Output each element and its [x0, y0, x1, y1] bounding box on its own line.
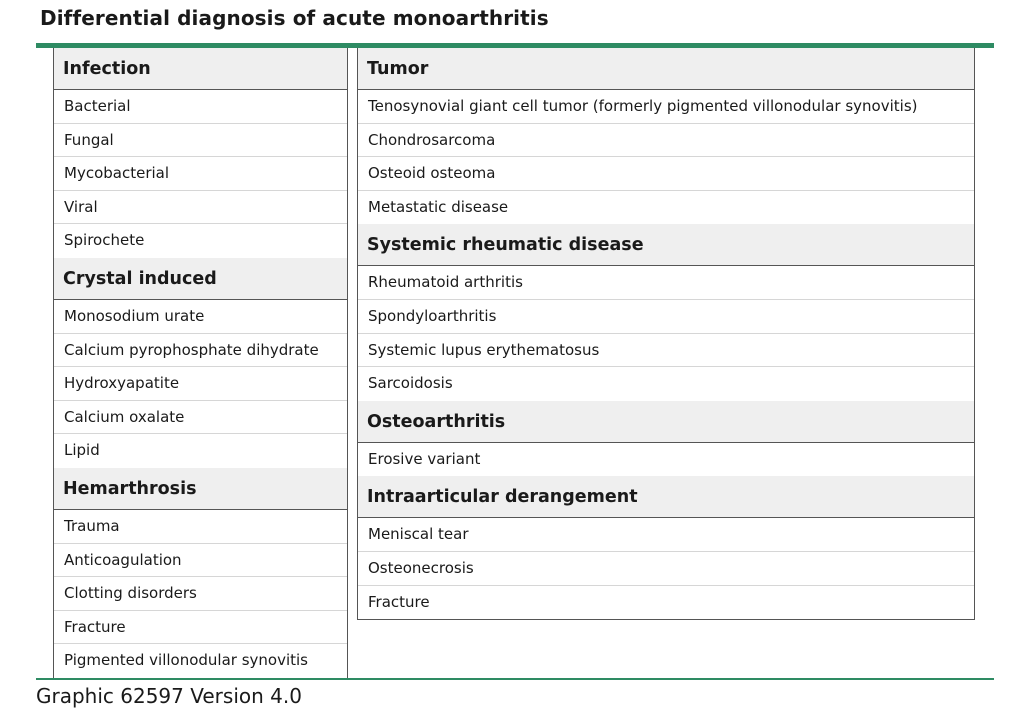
list-item: Metastatic disease	[368, 197, 509, 216]
list-item: Spirochete	[64, 231, 145, 250]
list-item: Mycobacterial	[54, 157, 347, 191]
list-item: Fungal	[54, 124, 347, 158]
page-title: Differential diagnosis of acute monoarthritis	[40, 6, 549, 30]
list-item: Osteonecrosis	[358, 552, 974, 586]
list-item: Rheumatoid arthritis	[358, 266, 974, 300]
list-item: Meniscal tear	[358, 518, 974, 552]
list-item: Bacterial	[54, 90, 347, 124]
list-item: Clotting disorders	[54, 577, 347, 611]
section-heading-crystal-induced: Crystal induced	[54, 258, 347, 300]
list-item: Fracture	[54, 611, 347, 645]
list-item: Lipid	[64, 441, 100, 460]
list-item: Chondrosarcoma	[358, 124, 974, 158]
section-heading-osteoarthritis: Osteoarthritis	[358, 401, 974, 443]
list-item: Systemic lupus erythematosus	[358, 334, 974, 368]
list-item: Calcium pyrophosphate dihydrate	[54, 334, 347, 368]
section-heading-infection: Infection	[54, 48, 347, 90]
section-heading-systemic-rheumatic-disease: Systemic rheumatic disease	[358, 224, 974, 266]
list-item: Calcium oxalate	[54, 401, 347, 435]
right-column	[357, 48, 975, 620]
list-item: Trauma	[54, 510, 347, 544]
list-item: Spondyloarthritis	[358, 300, 974, 334]
graphic-version-caption: Graphic 62597 Version 4.0	[36, 684, 302, 708]
list-item: Viral	[54, 191, 347, 225]
bottom-divider	[36, 678, 994, 680]
section-heading-intraarticular-derangement: Intraarticular derangement	[358, 476, 974, 518]
list-item: Fracture	[368, 592, 430, 611]
list-item: Osteoid osteoma	[358, 157, 974, 191]
list-item: Anticoagulation	[54, 544, 347, 578]
list-item: Tenosynovial giant cell tumor (formerly pigmented villonodular synovitis)	[358, 90, 974, 124]
section-heading-hemarthrosis: Hemarthrosis	[54, 468, 347, 510]
list-item: Monosodium urate	[54, 300, 347, 334]
list-item: Hydroxyapatite	[54, 367, 347, 401]
list-item: Pigmented villonodular synovitis	[64, 651, 308, 670]
list-item: Erosive variant	[368, 449, 481, 468]
left-column	[53, 48, 348, 679]
list-item: Sarcoidosis	[368, 374, 453, 393]
section-heading-tumor: Tumor	[358, 48, 974, 90]
